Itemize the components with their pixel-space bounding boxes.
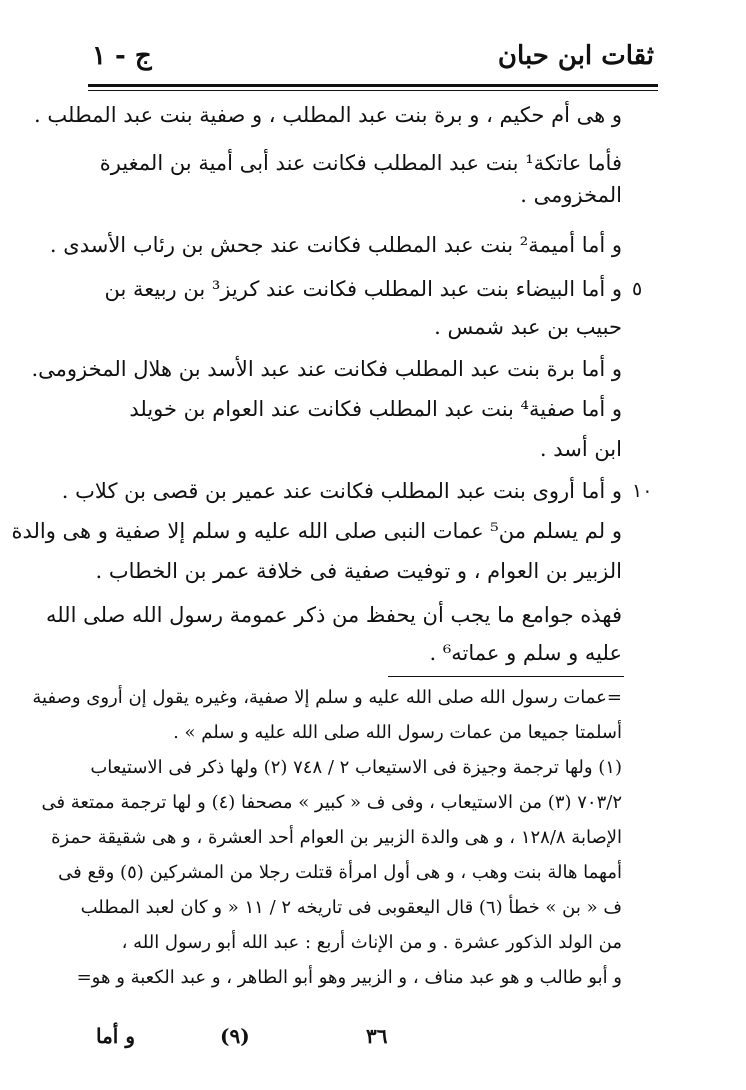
footnote-line: ٧٠٣/٢ (٣) من الاستيعاب ، وفى ف « كبير » مصحفا (٤) و لها ترجمة ممتعة فى [41,792,622,813]
footnote-line: و أبو طالب و هو عبد مناف ، و الزبير وهو أبو الطاهر ، و عبد الكعبة و هو= [76,967,622,988]
footnote-line: الإصابة ١٢٨/٨ ، و هى والدة الزبير بن العوام أحد العشرة ، و هى شقيقة حمزة [51,827,622,848]
footnote-line: (١) ولها ترجمة وجيزة فى الاستيعاب ٢ / ٧٤٨ (٢) ولها ذكر فى الاستيعاب [90,757,622,778]
body-line: و هى أم حكيم ، و برة بنت عبد المطلب ، و صفية بنت عبد المطلب . [34,103,622,127]
body-line: حبيب بن عبد شمس . [434,315,622,339]
footnote-line: أسلمتا جميعا من عمات رسول الله صلى الله عليه و سلم » . [173,722,622,743]
footnote-line: ف « بن » خطأ (٦) قال اليعقوبى فى تاريخه ٢ / ١١ « و كان لعبد المطلب [80,897,622,918]
body-line: و لم يسلم من⁵ عمات النبى صلى الله عليه و سلم إلا صفية و هى والدة [11,519,622,543]
body-line: الزبير بن العوام ، و توفيت صفية فى خلافة عمر بن الخطاب . [95,559,622,583]
footnote-line: أمهما هالة بنت وهب ، و هى أول امرأة قتلت رجلا من المشركين (٥) وقع فى [58,862,622,883]
page-number: ٣٦ [366,1024,388,1048]
header-rule-thin [88,90,658,91]
body-line: فهذه جوامع ما يجب أن يحفظ من ذكر عمومة رسول الله صلى الله [45,603,622,627]
body-line: فأما عاتكة¹ بنت عبد المطلب فكانت عند أبى أمية بن المغيرة [99,151,622,175]
footnote-line: =عمات رسول الله صلى الله عليه و سلم إلا صفية، وغيره يقول إن أروى وصفية [32,687,622,708]
body-line: و أما البيضاء بنت عبد المطلب فكانت عند كريز³ بن ربيعة بن [104,277,622,301]
volume-label: ج - ١ [92,41,152,71]
body-line: و أما برة بنت عبد المطلب فكانت عند عبد الأسد بن هلال المخزومى. [31,357,622,381]
footnote-separator [388,676,624,677]
header-rule [88,84,658,87]
line-number: ٥ [632,278,643,300]
body-line: و أما صفية⁴ بنت عبد المطلب فكانت عند العوام بن خويلد [129,397,622,421]
body-line: و أما أميمة² بنت عبد المطلب فكانت عند جحش بن رئاب الأسدى . [49,233,622,257]
line-number: ١٠ [632,480,653,502]
footnote-line: من الولد الذكور عشرة . و من الإناث أربع : عبد الله أبو رسول الله ، [121,932,622,953]
body-line: ابن أسد . [539,437,622,461]
body-line: المخزومى . [520,183,622,207]
signature-mark: (٩) [220,1024,250,1048]
body-line: و أما أروى بنت عبد المطلب فكانت عند عمير بن قصى بن كلاب . [61,479,622,503]
catchword: و أما [96,1024,135,1048]
running-title: ثقات ابن حبان [497,41,654,71]
body-line: عليه و سلم و عماته⁶ . [429,641,622,665]
